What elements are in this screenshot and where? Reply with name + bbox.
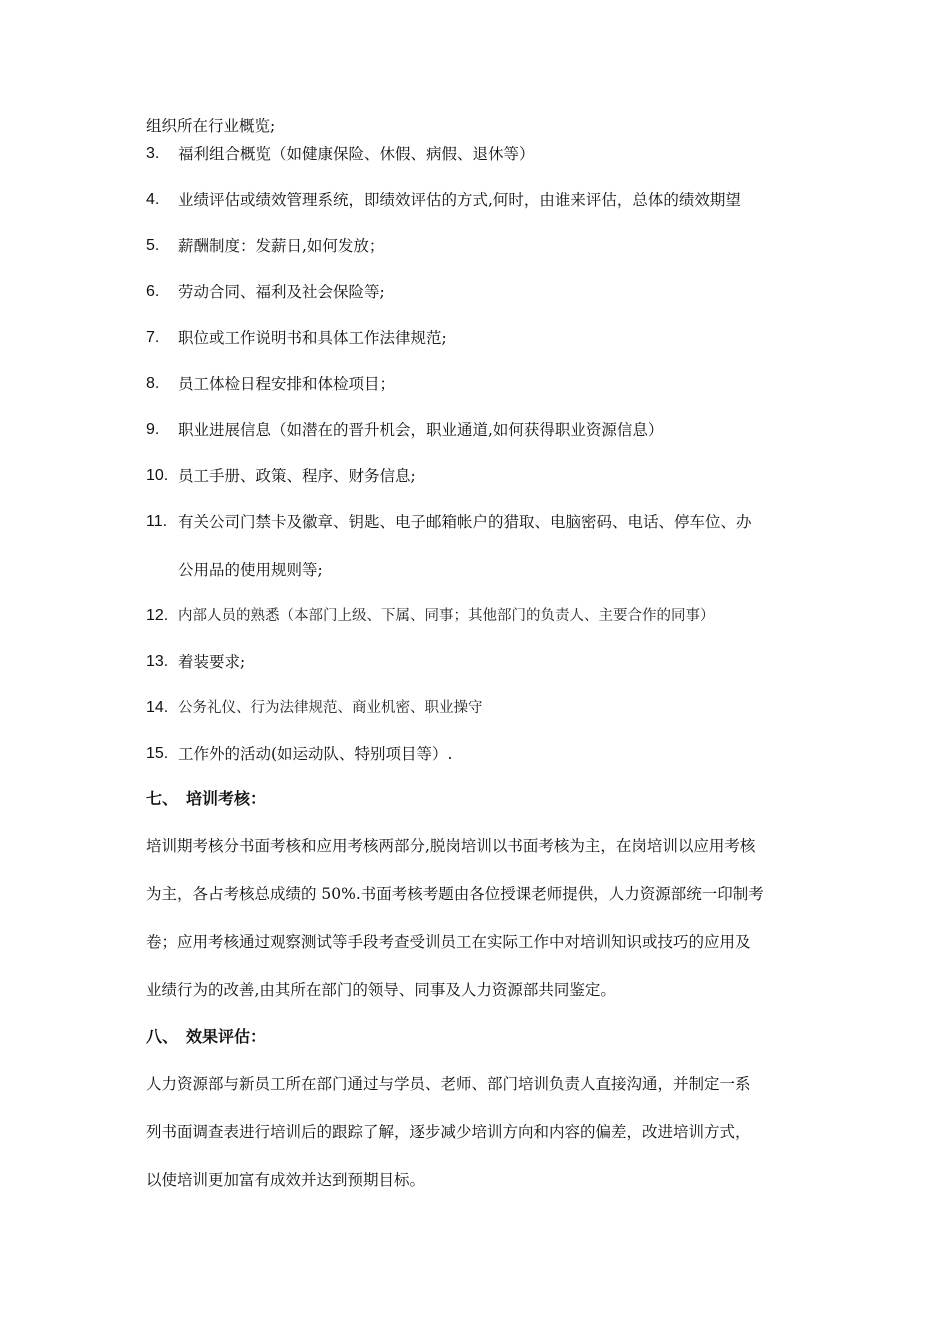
- paragraph-line: 业绩行为的改善,由其所在部门的领导、同事及人力资源部共同鉴定。: [146, 981, 616, 999]
- list-item-text: 员工手册、政策、程序、财务信息;: [178, 467, 416, 485]
- list-item-number: 8.: [146, 375, 160, 392]
- list-item-number: 11.: [146, 513, 168, 530]
- list-item-text: 有关公司门禁卡及徽章、钥匙、电子邮箱帐户的猎取、电脑密码、电话、停车位、办: [178, 513, 752, 531]
- list-item-number: 14.: [146, 699, 169, 716]
- list-item-text: 公务礼仪、行为法律规范、商业机密、职业操守: [178, 700, 483, 716]
- list-item-text: 员工体检日程安排和体检项目；: [178, 375, 396, 393]
- section-number: 八、: [146, 1027, 179, 1046]
- paragraph-line: 卷；应用考核通过观察测试等手段考查受训员工在实际工作中对培训知识或技巧的应用及: [146, 933, 751, 951]
- list-item-text: 工作外的活动(如运动队、特别项目等）.: [178, 745, 453, 763]
- list-item-number: 12.: [146, 607, 169, 624]
- list-item-text: 业绩评估或绩效管理系统，即绩效评估的方式,何时，由谁来评估，总体的绩效期望: [178, 191, 741, 209]
- paragraph-line: 人力资源部与新员工所在部门通过与学员、老师、部门培训负责人直接沟通，并制定一系: [146, 1075, 751, 1093]
- paragraph-line: 培训期考核分书面考核和应用考核两部分,脱岗培训以书面考核为主，在岗培训以应用考核: [146, 837, 756, 855]
- section-title: 效果评估：: [186, 1027, 267, 1046]
- paragraph-line: 以使培训更加富有成效并达到预期目标。: [146, 1171, 426, 1189]
- section-title: 培训考核：: [186, 789, 267, 808]
- list-item-text: 着装要求;: [178, 653, 246, 671]
- list-item-number: 9.: [146, 421, 160, 438]
- section-number: 七、: [146, 789, 179, 808]
- list-item-number: 6.: [146, 283, 160, 300]
- list-item-text: 劳动合同、福利及社会保险等;: [178, 283, 385, 301]
- list-item-number: 5.: [146, 237, 160, 254]
- list-item-number: 13.: [146, 653, 169, 670]
- list-item-text: 福利组合概览（如健康保险、休假、病假、退休等）: [178, 145, 535, 163]
- list-item-number: 3.: [146, 145, 160, 162]
- intro-line: 组织所在行业概览;: [146, 117, 276, 135]
- list-item-number: 4.: [146, 191, 160, 208]
- section-heading-7: [146, 788, 266, 810]
- section-heading-8: [146, 1026, 266, 1048]
- list-item-number: 10.: [146, 467, 169, 484]
- paragraph-line: 列书面调查表进行培训后的跟踪了解，逐步减少培训方向和内容的偏差，改进培训方式，: [146, 1123, 751, 1141]
- list-item-text: 薪酬制度：发薪日,如何发放；: [178, 237, 385, 255]
- list-item-number: 15.: [146, 745, 169, 762]
- list-item-number: 7.: [146, 329, 160, 346]
- list-item-continuation: 公用品的使用规则等;: [178, 561, 323, 579]
- paragraph-line: 为主，各占考核总成绩的 50%.书面考核考题由各位授课老师提供，人力资源部统一印制考: [146, 885, 764, 903]
- list-item-text: 职位或工作说明书和具体工作法律规范;: [178, 329, 447, 347]
- list-item-text: 内部人员的熟悉（本部门上级、下属、同事；其他部门的负责人、主要合作的同事）: [178, 608, 715, 624]
- list-item-text: 职业进展信息（如潜在的晋升机会，职业通道,如何获得职业资源信息）: [178, 421, 664, 439]
